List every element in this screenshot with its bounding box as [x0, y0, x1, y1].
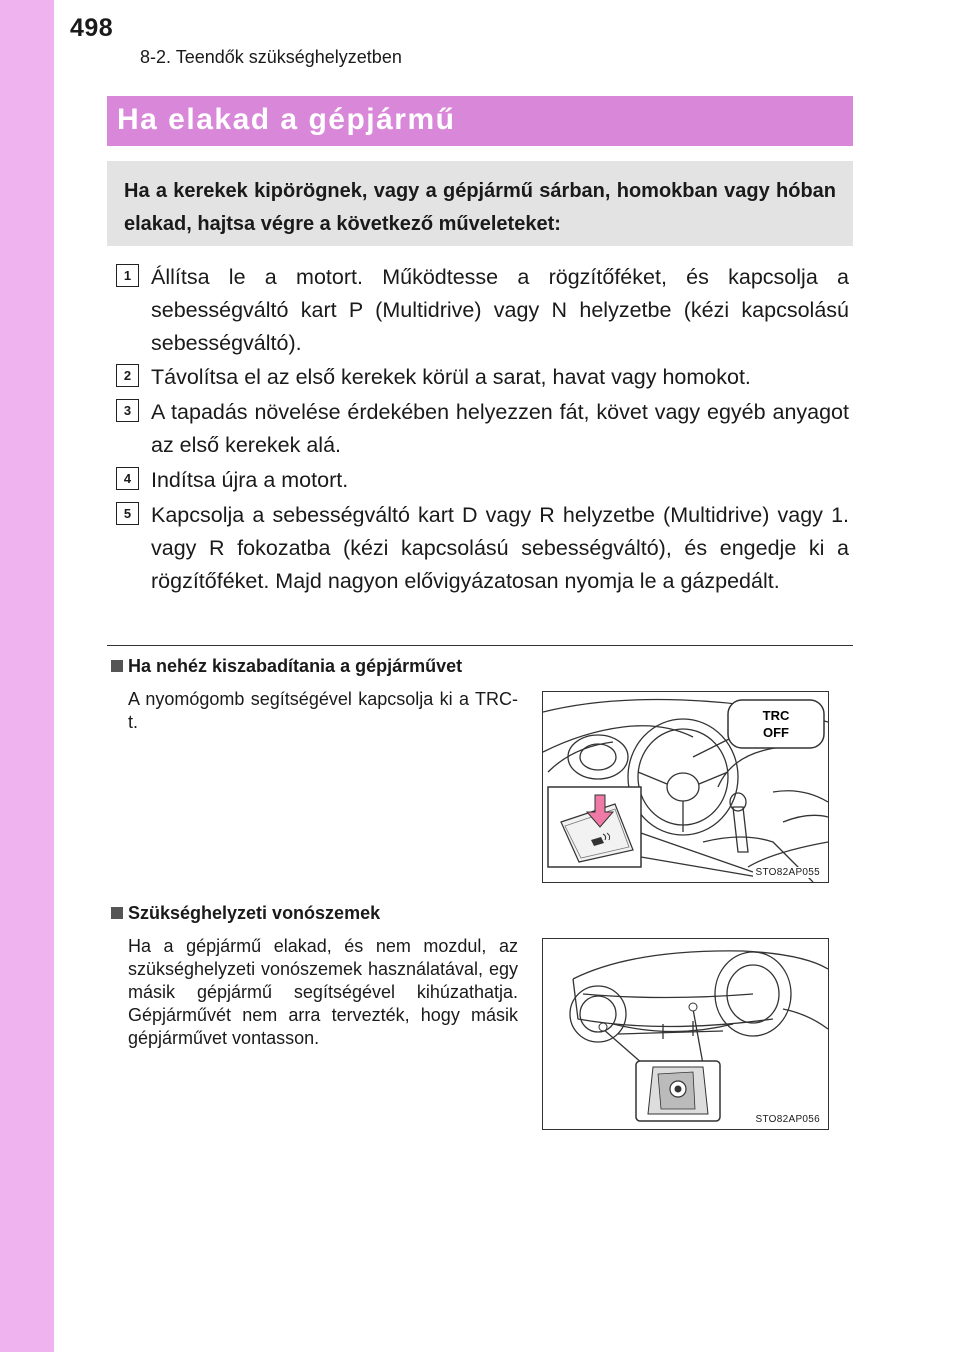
page-number: 498 — [70, 14, 114, 42]
step-number-2: 2 — [116, 364, 139, 387]
callout-trc: TRC — [762, 708, 790, 723]
step-number-1: 1 — [116, 264, 139, 287]
towing-eyelet-illustration — [542, 938, 829, 1130]
section-heading-text: Szükséghelyzeti vonószemek — [128, 903, 381, 923]
section-heading-text: Ha nehéz kiszabadítania a gépjárművet — [128, 656, 463, 676]
intro-box — [107, 161, 853, 246]
step-number-3: 3 — [116, 399, 139, 422]
figure-code: STO82AP055 — [755, 867, 820, 878]
step-number-4: 4 — [116, 467, 139, 490]
section-text-trc: A nyomógomb segítségével kapcsolja ki a TRC-t. — [128, 689, 518, 732]
callout-off: OFF — [763, 725, 789, 740]
step-number-5: 5 — [116, 502, 139, 525]
intro-text: Ha a kerekek kipörögnek, vagy a gépjármű sárban, homokban vagy hóban elakad, hajtsa végre a következő műveleteket: — [124, 180, 836, 235]
running-header: 8-2. Teendők szükséghelyzetben — [140, 47, 402, 67]
section-heading-towing — [111, 903, 380, 924]
bullet-square-icon — [111, 660, 123, 672]
step-text-2: Távolítsa el az első kerekek körül a sarat, havat vagy homokot. — [151, 365, 751, 389]
step-text-3: A tapadás növelése érdekében helyezzen fát, követ vagy egyéb anyagot az első kerekek alá. — [151, 400, 849, 457]
dashboard-drawing — [543, 692, 828, 882]
step-text-5: Kapcsolja a sebességváltó kart D vagy R helyzetbe (Multidrive) vagy 1. vagy R fokozatba (kézi kapcsolású sebességváltó), és engedje ki a rögzítőféket. Majd nagyon elővigyázatosan nyomja le a gázpedált. — [151, 503, 849, 593]
section-divider — [107, 645, 853, 646]
bullet-square-icon — [111, 907, 123, 919]
section-text-towing: Ha a gépjármű elakad, és nem mozdul, az szükséghelyzeti vonószemek használatával, egy másik gépjármű segítségével kihúzathatja. Gépjárművét nem arra tervezték, hogy másik gépjárművet vontasson. — [128, 936, 518, 1048]
step-text-4: Indítsa újra a motort. — [151, 468, 349, 492]
trc-button-illustration — [542, 691, 829, 883]
page-title: Ha elakad a gépjármű — [117, 103, 456, 136]
step-text-1: Állítsa le a motort. Működtesse a rögzítőféket, és kapcsolja a sebességváltó kart P (Multidrive) vagy N helyzetbe (kézi kapcsolású sebességváltó). — [151, 265, 849, 355]
side-tab-band — [0, 0, 54, 1352]
vehicle-underside-drawing — [543, 939, 828, 1129]
figure-code: STO82AP056 — [755, 1114, 820, 1125]
section-heading-trc — [111, 656, 462, 677]
title-bar — [107, 96, 853, 146]
